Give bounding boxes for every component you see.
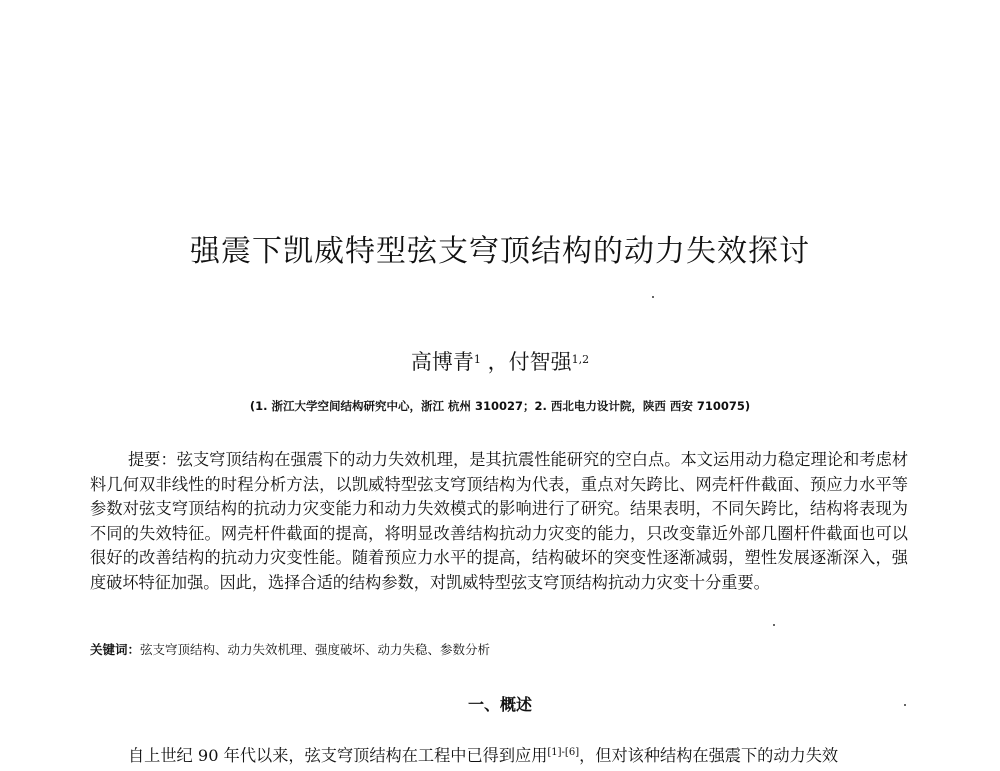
body-paragraph [90, 744, 908, 771]
body-text-rest: ，但对该种结构在强震下的动力失效 [579, 746, 839, 765]
section-heading: 一、概述 [467, 695, 532, 714]
keywords-text: 弦支穹顶结构、动力失效机理、强度破坏、动力失稳、参数分析 [140, 642, 491, 657]
scan-speck [652, 296, 654, 298]
author-affiliation-mark: 1 [473, 353, 481, 366]
abstract-text: 弦支穹顶结构在强震下的动力失效机理，是其抗震性能研究的空白点。本文运用动力稳定理论和考虑材料几何双非线性的时程分析方法，以凯威特型弦支穹顶结构为代表，重点对矢跨比、网壳杆件截面、预应力水平等参数对弦支穹顶结构的抗动力灾变能力和动力失效模式的影响进行了研究。结果表明，不同矢跨比，结构将表现为不同的失效特征。网壳杆件截面的提高，将明显改善结构抗动力灾变的能力，只改变靠近外部几圈杆件截面也可以很好的改善结构的抗动力灾变性能。随着预应力水平的提高，结构破坏的突变性逐渐减弱，塑性发展逐渐深入，强度破坏特征加强。因此，选择合适的结构参数，对凯威特型弦支穹顶结构抗动力灾变十分重要。 [90, 450, 909, 592]
paper-title: 强震下凯威特型弦支穹顶结构的动力失效探讨 [190, 234, 810, 269]
abstract [90, 448, 908, 596]
author-name: 付智强 [508, 350, 572, 374]
body-text-start: 自上世纪 90 年代以来，弦支穹顶结构在工程中已得到应用 [128, 746, 548, 765]
citation: [1]-[6] [547, 747, 580, 758]
scan-speck [773, 624, 775, 626]
author-separator: ， [487, 350, 509, 374]
abstract-label: 提要： [128, 450, 177, 469]
scan-speck [904, 704, 906, 706]
keywords-label: 关键词： [90, 642, 141, 657]
author-line [0, 347, 1000, 381]
author-name: 高博青 [410, 350, 474, 374]
affiliations: (1. 浙江大学空间结构研究中心，浙江 杭州 310027；2. 西北电力设计院，陕西 西安 710075) [249, 399, 751, 413]
keywords [90, 641, 908, 659]
author-affiliation-mark: 1,2 [571, 353, 590, 366]
